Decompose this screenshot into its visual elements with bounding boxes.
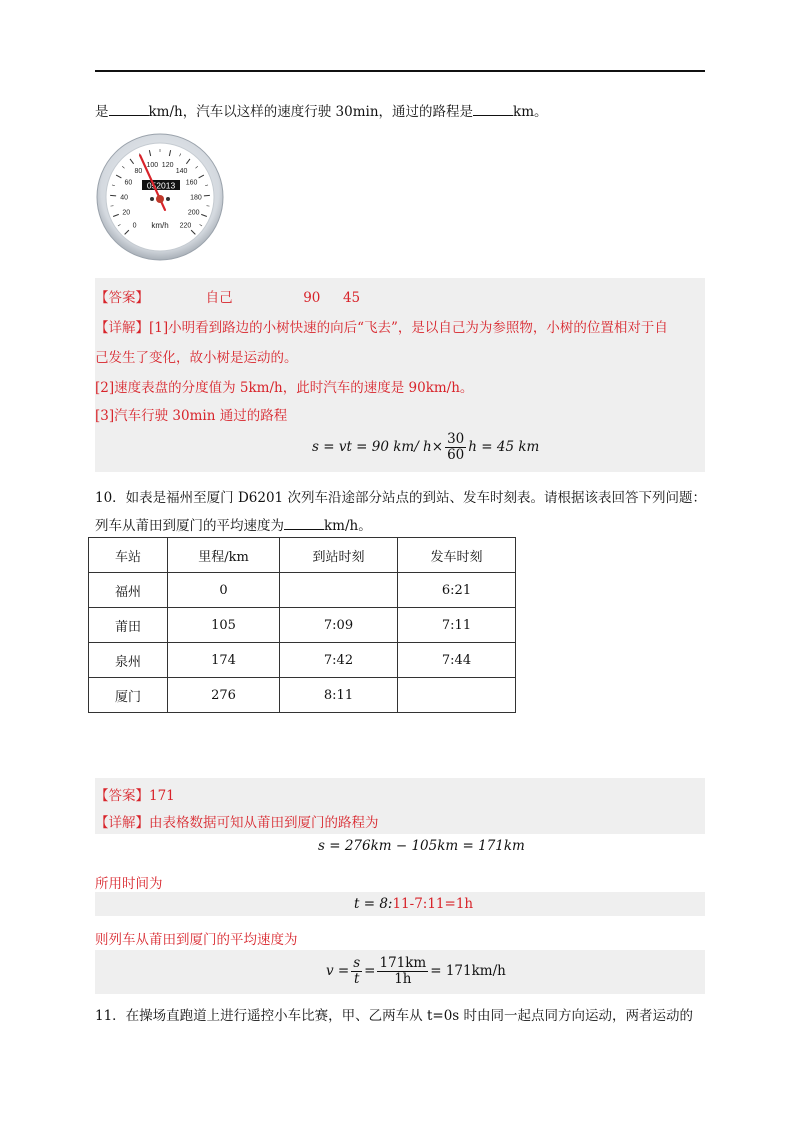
answer9-eq-lhs: s = vt = 90 km/ h× xyxy=(312,439,444,455)
speedometer-figure xyxy=(95,132,225,262)
gauge-tick-label: 20 xyxy=(122,209,131,217)
q10-line-2 xyxy=(95,514,372,534)
answer9-eq-frac-top: 30 xyxy=(447,431,465,447)
q10-line2-suffix: km/h。 xyxy=(324,518,372,534)
table-cell: 厦门 xyxy=(89,678,168,713)
q10-blank xyxy=(284,517,324,530)
table-cell: 0 xyxy=(168,573,280,608)
header-rule xyxy=(95,70,705,72)
table-cell xyxy=(398,678,516,713)
answer9-detail-line-1 xyxy=(95,316,668,336)
q9-blank-2 xyxy=(473,103,513,116)
q10-line-1: 10．如表是福州至厦门 D6201 次列车沿途部分站点的到站、发车时刻表。请根据该表回答下列问题： xyxy=(95,490,706,506)
gauge-tick-label: 0 xyxy=(132,222,137,230)
answer10-eq-fraction-2 xyxy=(377,956,428,987)
gauge-tick-label: 120 xyxy=(161,161,174,169)
answer10-eq-time xyxy=(354,896,473,912)
answer10-detail-line xyxy=(95,811,379,831)
answer9-eq-rhs: h = 45 km xyxy=(468,439,540,455)
answer9-value-1: 自己 xyxy=(205,290,233,306)
answer10-detail-label: 【详解】 xyxy=(95,815,149,831)
timetable-header: 到站时刻 xyxy=(280,538,398,573)
answer10-frac1-top: s xyxy=(353,955,361,971)
gauge-tick-label: 200 xyxy=(187,209,200,217)
answer10-label: 【答案】 xyxy=(95,788,149,804)
q9-question-line xyxy=(95,100,548,120)
table-row xyxy=(89,573,516,608)
answer10-value: 171 xyxy=(149,788,175,804)
answer10-frac2-top: 171km xyxy=(379,955,427,971)
answer10-time-label: 所用时间为 xyxy=(95,876,163,892)
answer9-value-2: 90 xyxy=(303,290,321,306)
table-cell: 7:11 xyxy=(398,608,516,643)
timetable-header-row xyxy=(89,538,516,573)
table-cell: 6:21 xyxy=(398,573,516,608)
gauge-tick-label: 160 xyxy=(185,179,198,187)
table-row xyxy=(89,643,516,678)
table-cell: 7:44 xyxy=(398,643,516,678)
table-cell: 105 xyxy=(168,608,280,643)
q9-blank-1 xyxy=(109,103,149,116)
needle-hub xyxy=(156,195,164,203)
answer9-eq-fraction xyxy=(445,432,466,463)
timetable-header: 车站 xyxy=(89,538,168,573)
gauge-tick-label: 80 xyxy=(134,168,143,176)
answer9-equation xyxy=(312,432,539,463)
answer10-eq-time-black: t = 8: xyxy=(354,896,393,912)
gauge-dot-right xyxy=(166,197,170,201)
answer9-label: 【答案】 xyxy=(95,290,149,306)
answer10-line xyxy=(95,784,175,804)
answer9-detail-text-1: [1]小明看到路边的小树快速的向后“飞去”，是以自己为为参照物，小树的位置相对于自 xyxy=(149,320,668,336)
table-cell: 7:42 xyxy=(280,643,398,678)
table-row xyxy=(89,608,516,643)
answer10-eq-speed-lhs: v = xyxy=(326,963,350,979)
answer10-eq-speed: v = $\frac{s}{t}$ = $\frac{171km}{1h}$ = 171km/h xyxy=(326,955,506,987)
answer10-frac2-bot: 1h xyxy=(394,971,412,987)
answer9-line xyxy=(95,286,360,306)
answer9-eq-frac-bot: 60 xyxy=(447,447,465,463)
answer9-detail-line-3: [2]速度表盘的分度值为 5km/h，此时汽车的速度是 90km/h。 xyxy=(95,380,474,396)
table-cell: 福州 xyxy=(89,573,168,608)
table-cell: 276 xyxy=(168,678,280,713)
table-row xyxy=(89,678,516,713)
gauge-tick-label: 220 xyxy=(179,222,192,230)
table-cell: 7:09 xyxy=(280,608,398,643)
timetable-header: 发车时刻 xyxy=(398,538,516,573)
gauge-tick-label: 100 xyxy=(146,161,159,169)
table-cell xyxy=(280,573,398,608)
gauge-tick-label: 140 xyxy=(175,168,188,176)
table-cell: 8:11 xyxy=(280,678,398,713)
timetable-header: 里程/km xyxy=(168,538,280,573)
answer10-speed-label: 则列车从莆田到厦门的平均速度为 xyxy=(95,932,298,948)
answer9-value-3: 45 xyxy=(342,290,361,306)
answer10-eq-distance: s = 276km − 105km = 171km xyxy=(318,838,525,854)
answer9-detail-line-2: 己发生了变化，故小树是运动的。 xyxy=(95,350,298,366)
answer10-eq-speed-rhs: = 171km/h xyxy=(430,963,506,979)
answer10-eq-time-red: 11-7:11=1h xyxy=(392,896,474,912)
answer10-detail-text: 由表格数据可知从莆田到厦门的路程为 xyxy=(149,815,379,831)
gauge-dot-left xyxy=(150,197,154,201)
speedometer-unit: km/h xyxy=(151,221,169,230)
table-cell: 泉州 xyxy=(89,643,168,678)
answer10-frac1-bot: t xyxy=(353,971,360,987)
answer10-eq-fraction-1 xyxy=(351,956,362,987)
q10-line2-prefix: 列车从莆田到厦门的平均速度为 xyxy=(95,518,284,534)
q9-mid: km/h，汽车以这样的速度行驶 30min，通过的路程是 xyxy=(148,104,474,120)
gauge-tick-label: 40 xyxy=(120,194,128,202)
odometer-value: 052013 xyxy=(146,180,176,191)
q11-line-1: 11．在操场直跑道上进行遥控小车比赛，甲、乙两车从 t=0s 时由同一起点同方向运动，两者运动的 xyxy=(95,1008,694,1024)
timetable xyxy=(88,537,516,713)
table-cell: 174 xyxy=(168,643,280,678)
gauge-tick-label: 180 xyxy=(190,194,202,202)
q9-prefix: 是 xyxy=(95,104,109,120)
q9-suffix: km。 xyxy=(513,104,548,120)
answer9-detail-line-4: [3]汽车行驶 30min 通过的路程 xyxy=(95,408,288,424)
gauge-tick-label: 60 xyxy=(124,179,133,187)
answer9-detail-label: 【详解】 xyxy=(95,320,149,336)
table-cell: 莆田 xyxy=(89,608,168,643)
